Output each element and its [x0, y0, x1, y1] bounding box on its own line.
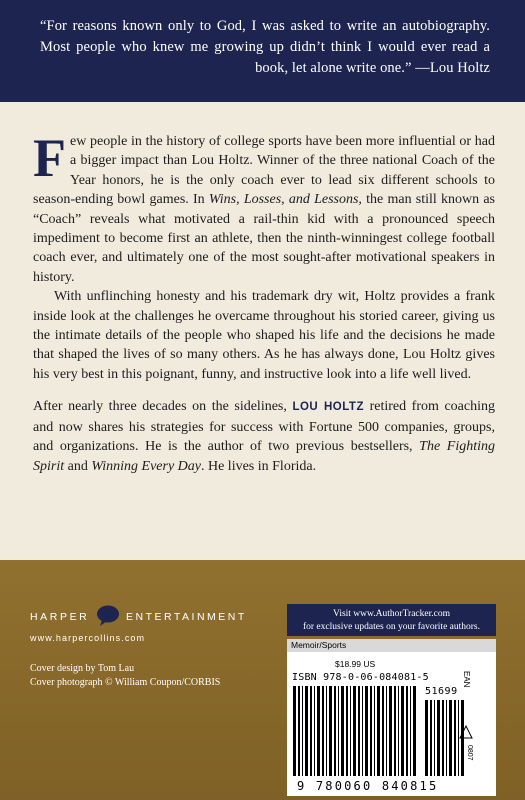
barcode-bar: [326, 686, 327, 776]
barcode-bar: [322, 686, 324, 776]
cover-credits: [30, 662, 220, 690]
barcode-bar: [305, 686, 308, 776]
bio-text: retired from coaching and now shares his strategies for success with Fortune 500 companies, groups, and organizations. He is the author of two previous bestsellers,: [33, 399, 495, 455]
barcode-bar: [401, 686, 404, 776]
barcode-bar: [386, 686, 387, 776]
barcode-bar: [298, 686, 300, 776]
barcode-bar: [302, 686, 303, 776]
printer-code: 0807: [466, 745, 473, 761]
barcode-bar: [310, 686, 312, 776]
barcode-icon: [293, 686, 471, 778]
barcode-bar: [314, 686, 315, 776]
barcode-bar: [398, 686, 399, 776]
drop-cap: F: [33, 128, 66, 188]
previous-book-title: Winning Every Day: [91, 458, 201, 474]
bio-text: After nearly three decades on the sidelines,: [33, 399, 293, 415]
barcode-bar: [410, 686, 411, 776]
footer-panel: [0, 560, 525, 800]
barcode-bar: [362, 686, 363, 776]
description-paragraph-1: [33, 128, 495, 287]
author-quote: “For reasons known only to God, I was asked to write an autobiography. Most people who knew me growing up didn’t think I would ever read a book, let alone write one.” —Lou Holtz: [40, 18, 490, 76]
barcode-bar: [389, 686, 392, 776]
barcode-bar: [382, 686, 384, 776]
description-paragraph-2: With unflinching honesty and his trademark dry wit, Holtz provides a frank inside look at the challenges he overcame throughout his storied career, giving us the intimate details of the people who shaped his life and the decisions he made that shaped the lives of so many others. As he has always done, Lou Holtz gives his very best in this poignant, funny, and instructive look into a life well lived.: [33, 289, 495, 382]
barcode-bar: [430, 700, 432, 776]
description-panel: [0, 102, 525, 560]
category-label: Memoir/Sports: [287, 639, 496, 652]
previous-book-title: The Fighting Spirit: [33, 439, 495, 474]
barcode-bar: [437, 700, 440, 776]
barcode-box: [287, 639, 496, 796]
publisher-harper: HARPER: [30, 611, 90, 623]
barcode-bar: [394, 686, 396, 776]
barcode-bar: [370, 686, 372, 776]
barcode-bar: [350, 686, 351, 776]
triangle-icon: [459, 725, 473, 739]
isbn-label: ISBN 978-0-06-084081-5: [292, 672, 429, 683]
barcode-bar: [317, 686, 320, 776]
speech-bubble-icon: [96, 605, 120, 627]
barcode-bar: [442, 700, 444, 776]
barcode-bar: [413, 686, 416, 776]
barcode-bar: [329, 686, 332, 776]
paragraph-text: the man still known as “Coach” reveals what motivated a rail-thin kid with a pronounced speech impediment to become first an athlete, then the ninth-winningest college football coach ever, and ultimately one of the most sought-after motivational speakers in history.: [33, 192, 495, 285]
cover-photo-credit: Cover photograph © William Coupon/CORBIS: [30, 677, 221, 688]
barcode-bar: [346, 686, 348, 776]
book-description: [33, 128, 495, 476]
book-title: Wins, Losses, and Lessons,: [208, 192, 362, 208]
barcode-bar: [293, 686, 296, 776]
barcode-bar: [377, 686, 380, 776]
tracker-line-2: for exclusive updates on your favorite authors.: [302, 622, 481, 632]
barcode-bar: [425, 700, 428, 776]
barcode-bar: [374, 686, 375, 776]
bio-text: and: [64, 458, 92, 474]
barcode-bar: [341, 686, 344, 776]
author-tracker-box: [287, 604, 496, 636]
publisher-url[interactable]: www.harpercollins.com: [30, 633, 146, 643]
barcode-bar: [434, 700, 435, 776]
barcode-bar: [334, 686, 336, 776]
ean-bars: [293, 686, 416, 776]
author-bio: [33, 397, 495, 476]
barcode-bar: [358, 686, 360, 776]
bio-text: . He lives in Florida.: [200, 458, 317, 474]
publisher-entertainment: ENTERTAINMENT: [126, 611, 247, 623]
barcode-bar: [449, 700, 452, 776]
ean-label: EAN: [462, 671, 471, 688]
ean-number: 9 780060 840815: [297, 779, 439, 793]
barcode-bar: [446, 700, 447, 776]
price-label: $18.99 US: [335, 659, 376, 669]
cover-design-credit: Cover design by Tom Lau: [30, 663, 135, 674]
barcode-bar: [353, 686, 356, 776]
tracker-line-1: Visit www.AuthorTracker.com: [333, 609, 450, 619]
barcode-bar: [338, 686, 339, 776]
quote-banner: [0, 0, 525, 102]
paragraph-text: ew people in the history of college sports have been more influential or had a bigger impact than Lou Holtz. Winner of the three national Coach of the Year honors, he is the only coach ever to lead six different schools to season-ending bowl games. In: [33, 134, 495, 208]
barcode-bar: [454, 700, 456, 776]
author-name: LOU HOLTZ: [292, 401, 364, 414]
barcode-bar: [406, 686, 408, 776]
barcode-bar: [365, 686, 368, 776]
addon-number: 51699: [425, 686, 458, 697]
